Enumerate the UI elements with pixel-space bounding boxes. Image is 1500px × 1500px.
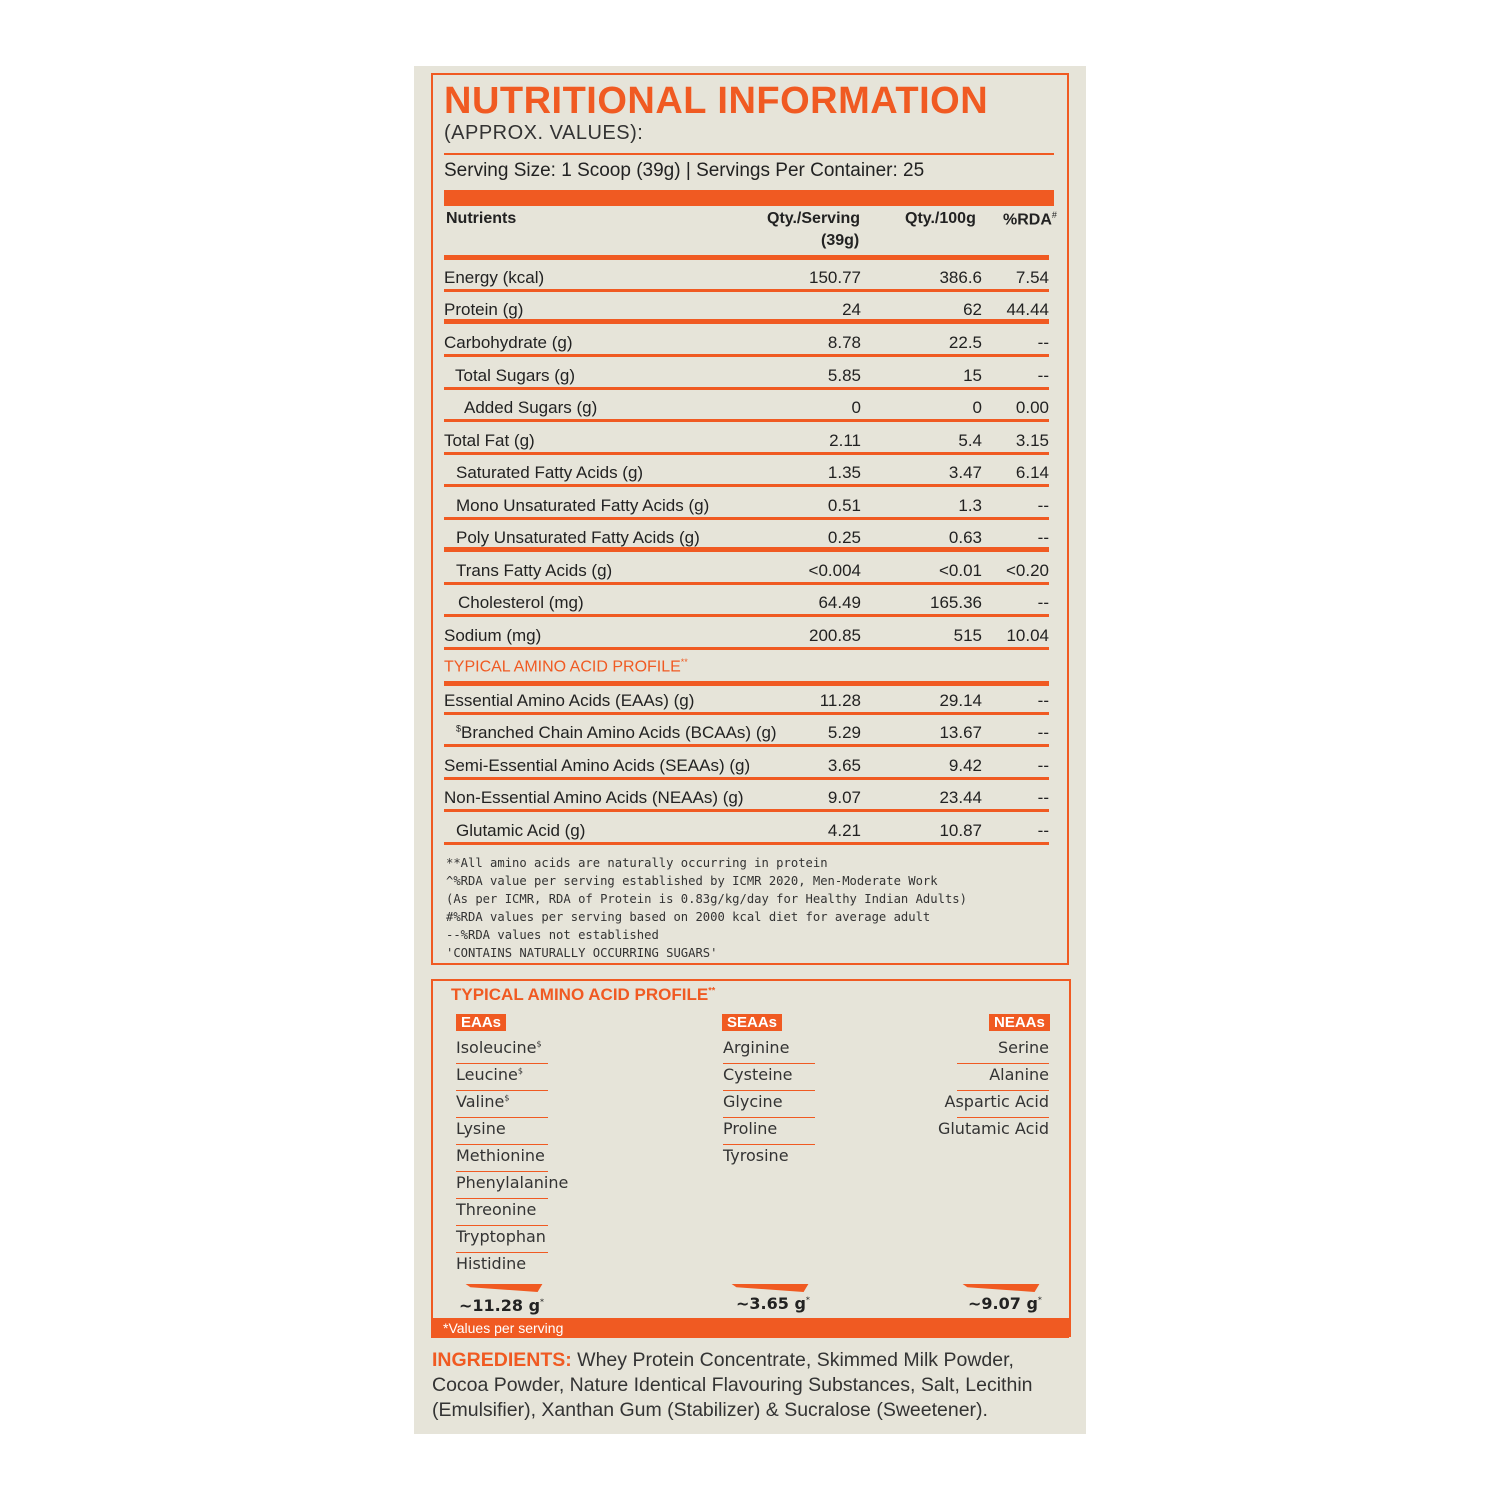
- qty-100g: 386.6: [939, 268, 982, 287]
- row-divider: [444, 547, 1049, 552]
- qty-serving: 4.21: [827, 821, 861, 840]
- qty-serving: 64.49: [818, 593, 861, 612]
- item-underline: [723, 1063, 815, 1064]
- divider: [444, 153, 1054, 155]
- qty-serving: 1.35: [827, 463, 861, 482]
- neaas-item: [945, 1092, 1049, 1118]
- amino-acid-name: Cysteine: [723, 1065, 793, 1084]
- qty-serving: 5.29: [827, 723, 861, 742]
- footnotes: [446, 854, 967, 962]
- amino-acid-name: Arginine: [723, 1038, 790, 1057]
- row-divider: [444, 387, 1049, 390]
- table-row: [444, 620, 1049, 650]
- amino-label: Essential Amino Acids (EAAs) (g): [444, 691, 695, 710]
- rda-value: 0.00: [1015, 398, 1049, 417]
- nutrient-name: Total Fat (g): [444, 431, 535, 450]
- rda-value: 10.04: [1006, 626, 1049, 645]
- rda-value: 6.14: [1015, 463, 1049, 482]
- item-underline: [456, 1117, 548, 1118]
- amino-acid-name: Phenylalanine: [456, 1173, 569, 1192]
- amino-section-header: TYPICAL AMINO ACID PROFILE**: [444, 657, 688, 676]
- row-divider: [444, 614, 1049, 617]
- qty-100g: 22.5: [948, 333, 982, 352]
- amino-acid-name: Proline: [723, 1119, 778, 1138]
- nutrient-name: Trans Fatty Acids (g): [456, 561, 613, 580]
- nutrient-name: Cholesterol (mg): [458, 593, 584, 612]
- rda-value: --: [1037, 333, 1049, 352]
- page-title: NUTRITIONAL INFORMATION: [444, 80, 989, 122]
- qty-serving: 5.85: [827, 366, 861, 385]
- serving-info: Serving Size: 1 Scoop (39g) | Servings Per Container: 25: [444, 160, 925, 181]
- item-underline: [456, 1198, 548, 1199]
- amino-acid-name: Isoleucine: [456, 1038, 537, 1057]
- footnote: (As per ICMR, RDA of Protein is 0.83g/kg/day for Healthy Indian Adults): [446, 892, 967, 906]
- eaas-item: [456, 1200, 536, 1226]
- amino-label: Branched Chain Amino Acids (BCAAs) (g): [461, 723, 777, 742]
- item-underline: [456, 1171, 548, 1172]
- footnote: 'CONTAINS NATURALLY OCCURRING SUGARS': [446, 946, 718, 960]
- table-row: [444, 750, 1049, 780]
- qty-serving: 0.25: [827, 528, 861, 547]
- ingredients-text: Whey Protein Concentrate, Skimmed Milk Powder, Cocoa Powder, Nature Identical Flavouring Substances, Salt, Lecithin (Emulsifier), Xanthan Gum (Stabilizer) & Sucralose (Sweetener).: [432, 1349, 1033, 1421]
- amino-name: [444, 756, 750, 776]
- rda-value: <0.20: [1005, 561, 1049, 580]
- rda-value: --: [1037, 723, 1049, 742]
- row-divider: [444, 647, 1049, 650]
- item-underline: [456, 1090, 548, 1091]
- rda-value: --: [1037, 756, 1049, 775]
- eaas-total: ~11.28 g*: [459, 1296, 545, 1315]
- neaas-total: ~9.07 g*: [968, 1294, 1042, 1313]
- item-underline: [723, 1144, 815, 1145]
- item-underline: [957, 1117, 1049, 1118]
- bcaa-mark: $: [536, 1039, 542, 1049]
- amino-mark: $: [456, 723, 462, 734]
- qty-100g: 3.47: [948, 463, 982, 482]
- eaas-item: [456, 1119, 506, 1145]
- row-divider: [444, 354, 1049, 357]
- header-nutrients: Nutrients: [446, 210, 517, 227]
- table-row: [444, 685, 1049, 715]
- neaas-item: [938, 1119, 1049, 1145]
- footnote: ^%RDA value per serving established by ICMR 2020, Men-Moderate Work: [446, 874, 938, 888]
- row-divider: [444, 484, 1049, 487]
- eaas-item: [456, 1254, 526, 1280]
- amino-acid-name: Valine: [456, 1092, 505, 1111]
- qty-serving: 11.28: [819, 691, 861, 710]
- eaas-item: [456, 1173, 568, 1199]
- amino-acid-name: Alanine: [989, 1065, 1049, 1084]
- table-row: [444, 262, 1049, 292]
- header-qty-100g: Qty./100g: [905, 210, 976, 227]
- rda-value: --: [1037, 788, 1049, 807]
- rda-value: --: [1037, 528, 1049, 547]
- amino-acid-name: Leucine: [456, 1065, 518, 1084]
- amino-label: Non-Essential Amino Acids (NEAAs) (g): [444, 788, 744, 807]
- seaas-item: [723, 1146, 789, 1172]
- neaas-item: [989, 1065, 1049, 1091]
- qty-serving: 24: [842, 300, 861, 319]
- footnote: **All amino acids are naturally occurring in protein: [446, 856, 828, 870]
- values-per-serving-note: *Values per serving: [443, 1320, 564, 1336]
- table-row: [444, 490, 1049, 520]
- nutrient-name: Total Sugars (g): [455, 366, 575, 385]
- row-divider: [444, 452, 1049, 455]
- amino-name: [456, 723, 777, 743]
- neaas-item: [998, 1038, 1049, 1064]
- header-qty-serving: Qty./Serving: [767, 210, 861, 227]
- table-row: [444, 717, 1049, 747]
- nutrient-name: Mono Unsaturated Fatty Acids (g): [456, 496, 710, 515]
- item-underline: [456, 1144, 548, 1145]
- qty-serving: 3.65: [827, 756, 861, 775]
- seaas-item: [723, 1119, 777, 1145]
- table-row: [444, 587, 1049, 617]
- row-divider: [444, 777, 1049, 780]
- row-divider: [444, 419, 1049, 422]
- nutrient-name: Sodium (mg): [444, 626, 542, 645]
- seaas-tag: SEAAs: [722, 1014, 782, 1031]
- header-bar: [444, 190, 1054, 206]
- row-divider: [444, 517, 1049, 520]
- row-divider: [444, 712, 1049, 715]
- qty-100g: 9.42: [948, 756, 982, 775]
- item-underline: [957, 1090, 1049, 1091]
- amino-acid-name: Threonine: [456, 1200, 537, 1219]
- qty-serving: 150.77: [809, 268, 861, 287]
- nutrient-name: Poly Unsaturated Fatty Acids (g): [456, 528, 700, 547]
- row-divider: [444, 744, 1049, 747]
- qty-serving: 0: [851, 398, 861, 417]
- seaas-item: [723, 1038, 789, 1064]
- qty-serving: 8.78: [827, 333, 861, 352]
- amino-name: [444, 788, 744, 808]
- eaas-item: [456, 1065, 523, 1091]
- seaas-item: [723, 1092, 783, 1118]
- row-divider: [444, 319, 1049, 324]
- rda-value: --: [1037, 691, 1049, 710]
- qty-100g: 165.36: [930, 593, 982, 612]
- eaas-item: [456, 1146, 545, 1172]
- footnote: #%RDA values per serving based on 2000 kcal diet for average adult: [446, 910, 931, 924]
- amino-acid-name: Glutamic Acid: [937, 1119, 1049, 1138]
- eaas-item: [456, 1038, 542, 1064]
- row-divider: [444, 289, 1049, 292]
- eaas-item: [456, 1092, 509, 1118]
- amino-acid-name: Aspartic Acid: [944, 1092, 1049, 1111]
- qty-serving: 200.85: [809, 626, 861, 645]
- qty-serving: 2.11: [829, 431, 861, 450]
- rda-value: --: [1037, 366, 1049, 385]
- qty-100g: 13.67: [939, 723, 982, 742]
- item-underline: [723, 1117, 815, 1118]
- qty-100g: <0.01: [938, 561, 982, 580]
- bcaa-mark: $: [517, 1066, 523, 1076]
- ingredients: [432, 1348, 1072, 1423]
- amino-acid-name: Methionine: [456, 1146, 545, 1165]
- qty-100g: 1.3: [958, 496, 982, 515]
- item-underline: [723, 1090, 815, 1091]
- table-row: [444, 360, 1049, 390]
- qty-serving: <0.004: [808, 561, 861, 580]
- qty-100g: 10.87: [939, 821, 982, 840]
- nutrient-name: Added Sugars (g): [464, 398, 598, 417]
- rda-value: 7.54: [1015, 268, 1049, 287]
- row-divider: [444, 842, 1049, 845]
- amino-acid-name: Lysine: [456, 1119, 506, 1138]
- item-underline: [456, 1225, 548, 1226]
- amino-name: [456, 821, 585, 841]
- values-per-serving-bar: [431, 1318, 1069, 1338]
- neaas-tag: NEAAs: [989, 1014, 1050, 1031]
- table-row: [444, 815, 1049, 845]
- amino-profile-title: TYPICAL AMINO ACID PROFILE**: [451, 985, 716, 1004]
- ingredients-label: INGREDIENTS:: [432, 1349, 572, 1371]
- table-row: [444, 425, 1049, 455]
- amino-acid-name: Glycine: [723, 1092, 783, 1111]
- nutrient-name: Saturated Fatty Acids (g): [456, 463, 644, 482]
- rda-value: 44.44: [1006, 300, 1049, 319]
- header-rda: %RDA#: [1003, 210, 1057, 229]
- rda-value: 3.15: [1015, 431, 1049, 450]
- qty-100g: 0: [972, 398, 982, 417]
- nutrient-name: Carbohydrate (g): [444, 333, 573, 352]
- qty-serving: 9.07: [827, 788, 861, 807]
- qty-100g: 15: [963, 366, 982, 385]
- amino-acid-name: Serine: [997, 1038, 1049, 1057]
- row-divider: [444, 809, 1049, 812]
- eaas-item: [456, 1227, 546, 1253]
- neaas-total-wedge: [953, 1284, 1049, 1292]
- subtitle: (APPROX. VALUES):: [444, 122, 644, 144]
- qty-100g: 62: [963, 300, 982, 319]
- item-underline: [456, 1252, 548, 1253]
- qty-100g: 23.44: [939, 788, 982, 807]
- table-row: [444, 392, 1049, 422]
- amino-acid-name: Tyrosine: [723, 1146, 789, 1165]
- footnote: --%RDA values not established: [446, 928, 659, 942]
- seaas-item: [723, 1065, 793, 1091]
- bcaa-mark: $: [504, 1093, 510, 1103]
- qty-100g: 29.14: [939, 691, 982, 710]
- rda-value: --: [1037, 593, 1049, 612]
- qty-100g: 0.63: [948, 528, 982, 547]
- table-row: [444, 522, 1049, 552]
- table-row: [444, 327, 1049, 357]
- seaas-total-wedge: [722, 1284, 818, 1292]
- eaas-tag: EAAs: [456, 1014, 506, 1031]
- item-underline: [456, 1063, 548, 1064]
- seaas-total: ~3.65 g*: [736, 1294, 810, 1313]
- amino-label: Glutamic Acid (g): [456, 821, 586, 840]
- qty-100g: 515: [953, 626, 982, 645]
- table-row: [444, 555, 1049, 585]
- table-row: [444, 457, 1049, 487]
- qty-100g: 5.4: [958, 431, 982, 450]
- amino-name: [444, 691, 694, 711]
- amino-acid-name: Tryptophan: [456, 1227, 546, 1246]
- eaas-total-wedge: [456, 1284, 552, 1292]
- row-divider: [444, 582, 1049, 585]
- rda-value: --: [1037, 821, 1049, 840]
- qty-serving: 0.51: [827, 496, 861, 515]
- rda-value: --: [1037, 496, 1049, 515]
- amino-acid-name: Histidine: [456, 1254, 527, 1273]
- table-row: [444, 782, 1049, 812]
- table-row: [444, 294, 1049, 324]
- nutrient-name: Energy (kcal): [444, 268, 545, 287]
- header-qty-serving-2: (39g): [821, 232, 860, 249]
- item-underline: [957, 1063, 1049, 1064]
- amino-label: Semi-Essential Amino Acids (SEAAs) (g): [444, 756, 751, 775]
- header-underline: [444, 255, 1049, 260]
- nutrient-name: Protein (g): [444, 300, 524, 319]
